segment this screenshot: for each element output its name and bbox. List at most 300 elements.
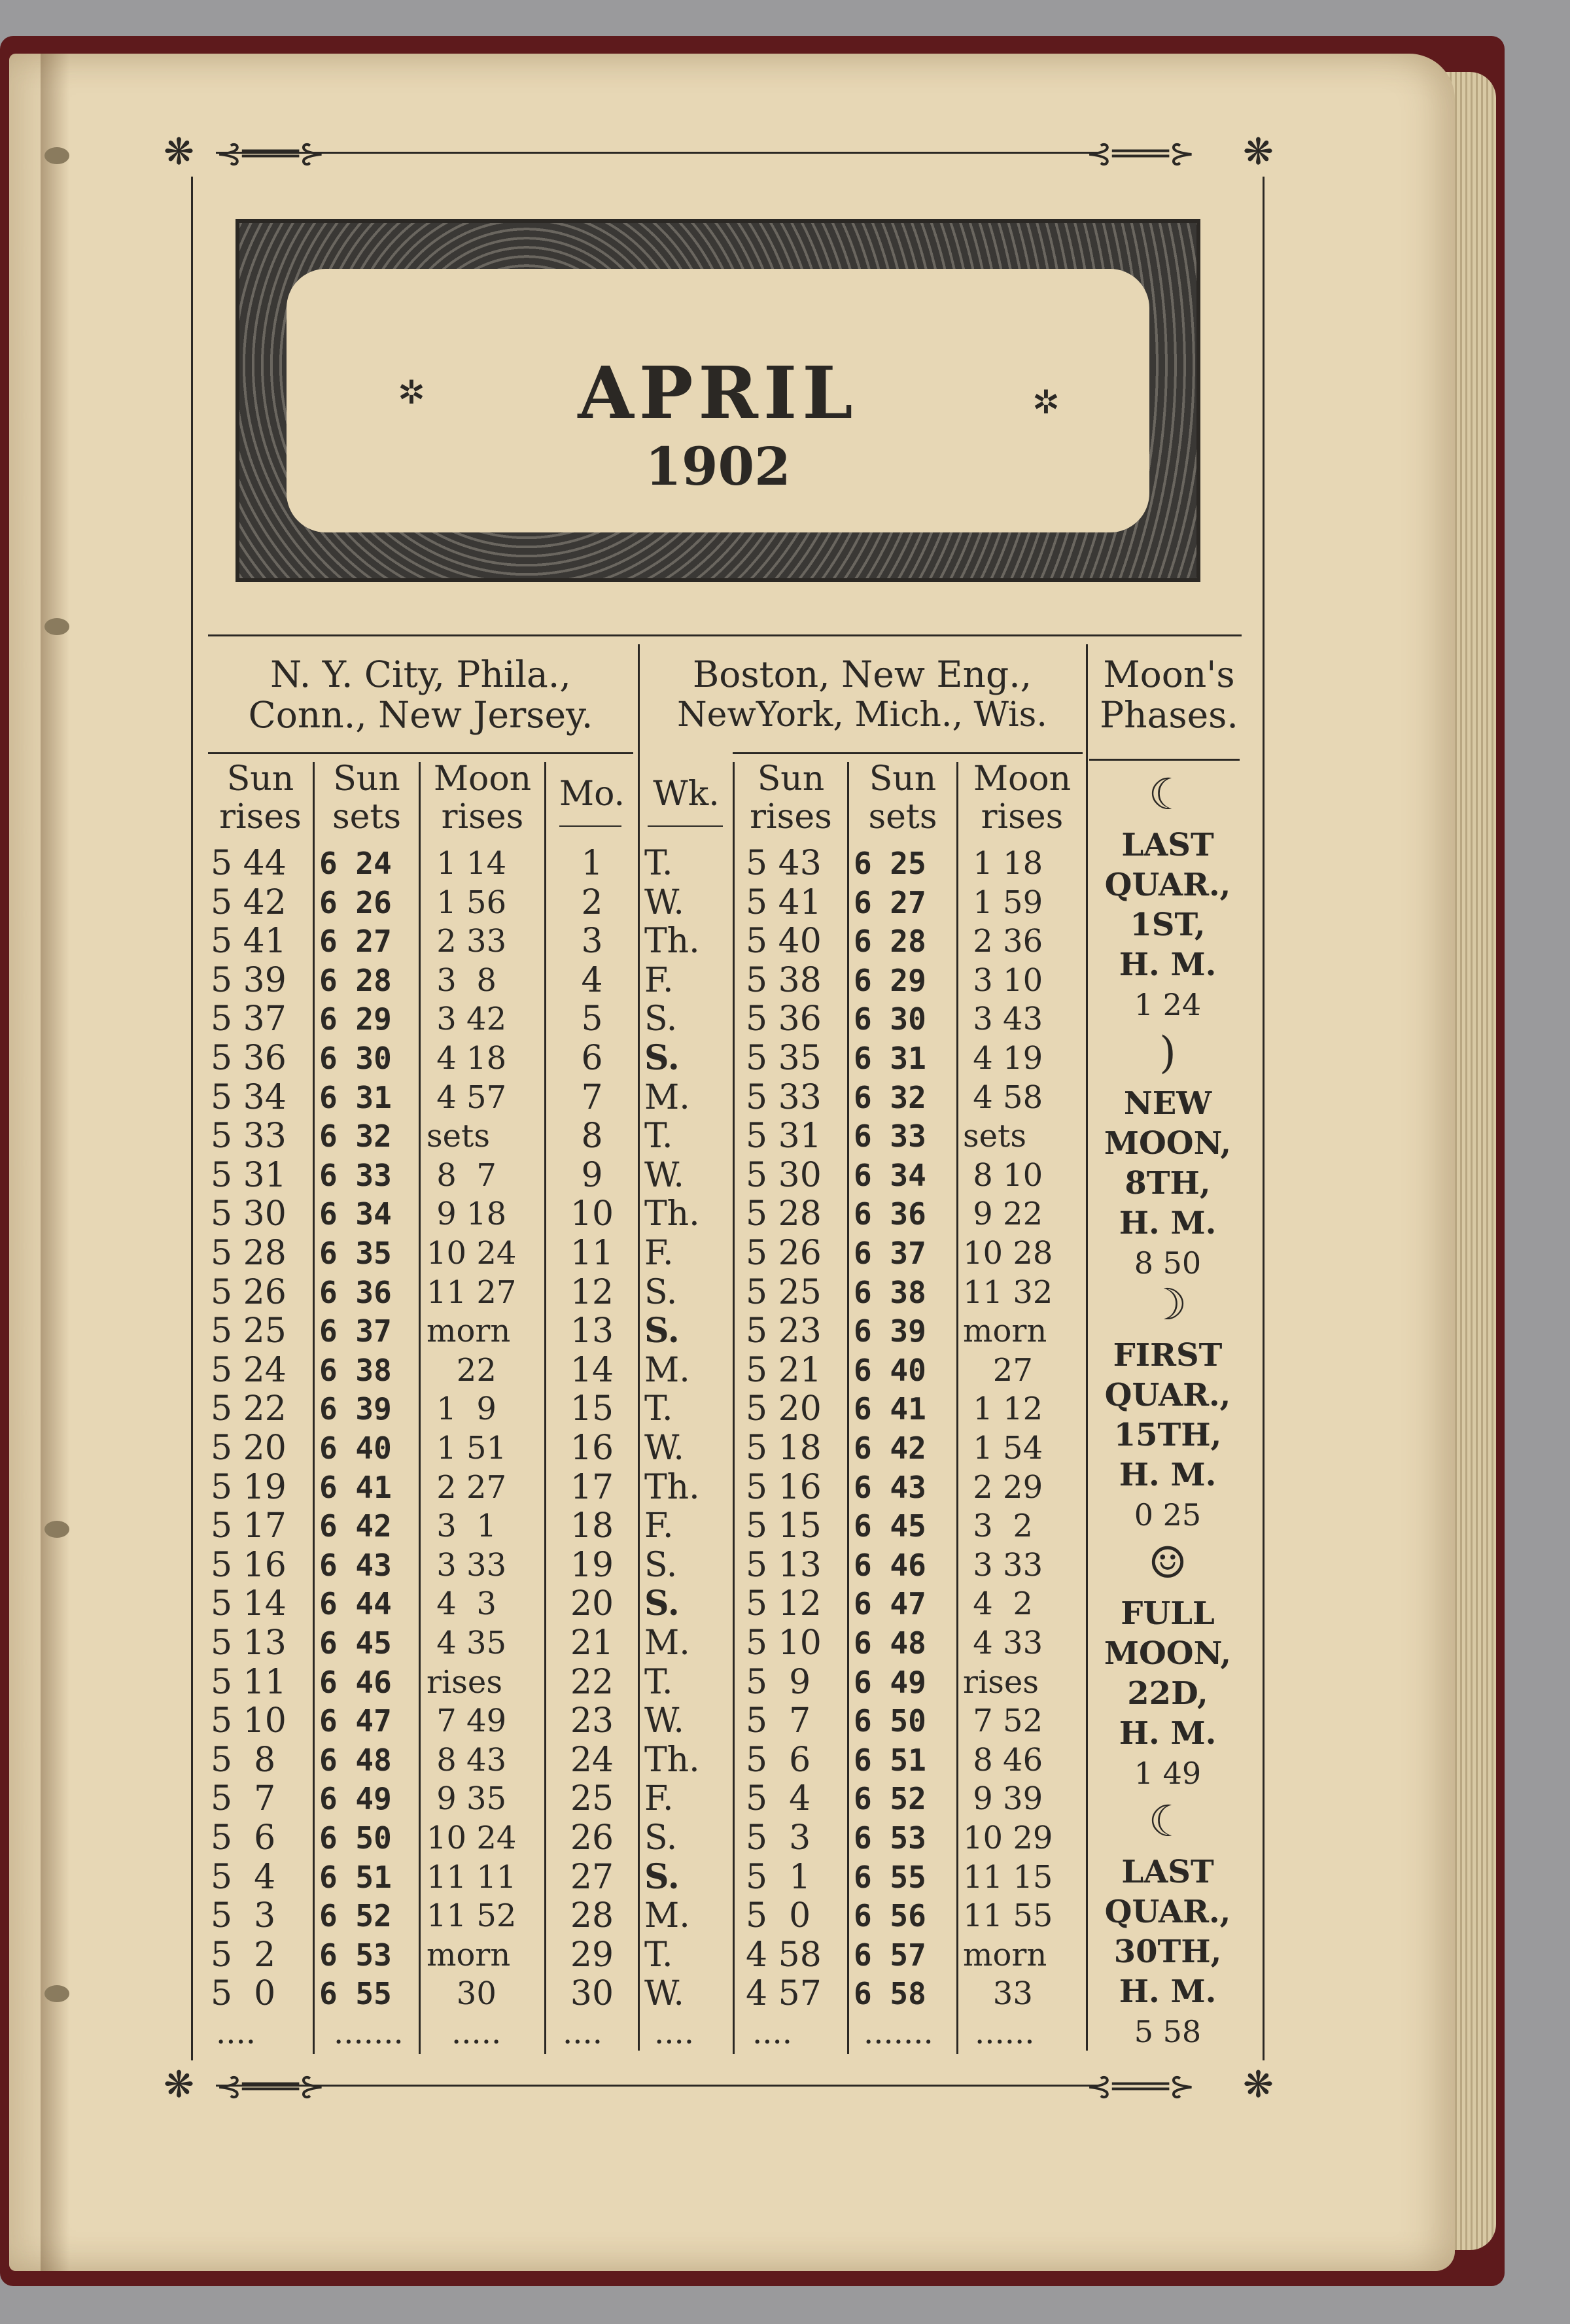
crescent-new-moon-icon: ) xyxy=(1159,1028,1176,1078)
frame-left-rule xyxy=(191,177,193,2060)
sun-sets-cell-2: 6 45 xyxy=(854,1508,926,1544)
sun-sets-cell: 6 49 xyxy=(319,1781,392,1817)
sun-sets-cell: 6 40 xyxy=(319,1431,392,1466)
frame-right-rule xyxy=(1263,177,1265,2060)
corner-ornament-icon: ❋ xyxy=(1243,131,1274,173)
day-of-month-cell: 3 xyxy=(581,922,603,962)
sun-sets-cell: 6 26 xyxy=(319,884,392,920)
col-header-moon-rises-2 xyxy=(958,760,1086,836)
weekday-cell: T. xyxy=(644,1389,673,1429)
column-end-dots: ..... xyxy=(451,2015,502,2051)
sun-sets-cell: 6 44 xyxy=(319,1586,392,1622)
day-of-month-cell: 10 xyxy=(570,1194,614,1234)
sun-sets-cell: 6 32 xyxy=(319,1119,392,1154)
col-header-word: sets xyxy=(868,797,937,837)
day-of-month-cell: 5 xyxy=(581,999,603,1039)
sun-sets-cell-2: 6 58 xyxy=(854,1976,926,2012)
day-of-month-cell: 29 xyxy=(570,1935,614,1975)
column-divider xyxy=(419,762,421,2054)
phase-text-line: QUAR., xyxy=(1104,1377,1231,1413)
sun-sets-cell-2: 6 32 xyxy=(854,1079,926,1115)
weekday-cell: W. xyxy=(644,1155,684,1195)
sun-rises-cell-2: 5 7 xyxy=(746,1701,811,1741)
moon-rises-cell: 11 27 xyxy=(427,1274,517,1311)
weekday-cell: T. xyxy=(644,1117,673,1156)
sun-sets-cell: 6 31 xyxy=(319,1079,392,1115)
frame-top-rule xyxy=(216,152,1099,154)
stitch-hole xyxy=(44,147,69,164)
sun-rises-cell: 5 42 xyxy=(211,882,287,922)
sun-sets-cell-2: 6 39 xyxy=(854,1313,926,1349)
phases-header-line1: Moon's xyxy=(1103,653,1235,695)
day-of-month-cell: 18 xyxy=(570,1506,614,1546)
corner-ornament-icon: ❋ xyxy=(164,2064,194,2106)
sun-rises-cell: 5 17 xyxy=(211,1506,287,1546)
sun-rises-cell: 5 0 xyxy=(211,1974,276,2014)
sun-rises-cell: 5 30 xyxy=(211,1194,287,1234)
moon-rises-cell-2: 7 52 xyxy=(963,1703,1043,1740)
scroll-ornament-icon: ⊰═══⊱ xyxy=(216,135,326,172)
sun-rises-cell: 5 6 xyxy=(211,1818,276,1858)
weekday-cell: S. xyxy=(644,1272,678,1312)
crescent-first-quarter-icon: ☽ xyxy=(1148,1279,1187,1330)
sun-rises-cell-2: 5 6 xyxy=(746,1740,811,1780)
sun-sets-cell: 6 55 xyxy=(319,1976,392,2012)
scroll-ornament-icon: ⊰═══⊱ xyxy=(216,2068,326,2105)
sun-sets-cell-2: 6 27 xyxy=(854,884,926,920)
weekday-cell: F. xyxy=(644,1779,674,1819)
col-header-word: rises xyxy=(750,797,832,837)
sun-sets-cell-2: 6 41 xyxy=(854,1391,926,1427)
moon-rises-cell-2: 2 29 xyxy=(963,1468,1043,1506)
moon-rises-cell: 3 33 xyxy=(427,1546,507,1584)
stitch-hole xyxy=(44,618,69,635)
sun-sets-cell: 6 43 xyxy=(319,1547,392,1583)
sun-rises-cell-2: 5 41 xyxy=(746,882,822,922)
day-of-month-cell: 14 xyxy=(570,1350,614,1390)
region-divider xyxy=(638,644,640,2051)
sun-sets-cell-2: 6 47 xyxy=(854,1586,926,1622)
moon-rises-cell: morn xyxy=(427,1313,511,1350)
corner-ornament-icon: ❋ xyxy=(1243,2064,1274,2106)
day-of-month-cell: 22 xyxy=(570,1662,614,1702)
moon-rises-cell-2: 10 28 xyxy=(963,1235,1053,1272)
sun-rises-cell-2: 5 16 xyxy=(746,1467,822,1507)
moon-rises-cell: 8 7 xyxy=(427,1156,497,1194)
sun-rises-cell: 5 28 xyxy=(211,1234,287,1273)
sun-rises-cell: 5 11 xyxy=(211,1662,287,1702)
day-of-month-cell: 9 xyxy=(581,1155,603,1195)
moon-rises-cell-2: 4 58 xyxy=(963,1079,1043,1116)
moon-rises-cell: 7 49 xyxy=(427,1703,507,1740)
column-divider xyxy=(313,762,315,2054)
day-of-month-cell: 23 xyxy=(570,1701,614,1741)
moon-rises-cell-2: 3 10 xyxy=(963,962,1043,999)
day-of-month-cell: 17 xyxy=(570,1467,614,1507)
moon-rises-cell: 1 14 xyxy=(427,845,507,882)
sun-rises-cell-2: 5 18 xyxy=(746,1429,822,1468)
sun-sets-cell-2: 6 42 xyxy=(854,1431,926,1466)
day-of-month-cell: 2 xyxy=(581,882,603,922)
phase-text-line: 22D, xyxy=(1127,1675,1208,1712)
column-divider xyxy=(544,762,546,2054)
moon-rises-cell-2: 1 54 xyxy=(963,1430,1043,1466)
sun-sets-cell: 6 48 xyxy=(319,1742,392,1778)
sun-sets-cell: 6 46 xyxy=(319,1664,392,1700)
weekday-cell: T. xyxy=(644,1662,673,1702)
sun-rises-cell-2: 5 3 xyxy=(746,1818,811,1858)
moon-rises-cell: 3 1 xyxy=(427,1508,497,1545)
sun-rises-cell-2: 5 25 xyxy=(746,1272,822,1312)
day-of-month-cell: 24 xyxy=(570,1740,614,1780)
phase-text-line: 1 49 xyxy=(1134,1756,1202,1791)
sun-rises-cell: 5 13 xyxy=(211,1623,287,1663)
sun-sets-cell-2: 6 29 xyxy=(854,962,926,998)
col-header-word: Sun xyxy=(333,759,400,799)
sun-rises-cell-2: 5 12 xyxy=(746,1584,822,1624)
title-panel xyxy=(287,269,1149,532)
region-header-right xyxy=(640,654,1085,735)
moon-rises-cell-2: 1 12 xyxy=(963,1391,1043,1428)
weekday-cell: M. xyxy=(644,1077,690,1117)
sun-sets-cell: 6 51 xyxy=(319,1859,392,1895)
moon-rises-cell-2: 10 29 xyxy=(963,1820,1053,1856)
sun-rises-cell: 5 33 xyxy=(211,1117,287,1156)
sun-rises-cell: 5 10 xyxy=(211,1701,287,1741)
sun-rises-cell-2: 5 38 xyxy=(746,960,822,1000)
sun-sets-cell: 6 52 xyxy=(319,1898,392,1934)
weekday-cell: W. xyxy=(644,1701,684,1741)
column-divider xyxy=(956,762,958,2054)
mo-underline xyxy=(559,825,621,827)
sun-rises-cell: 5 31 xyxy=(211,1155,287,1195)
phase-text-line: 30TH, xyxy=(1113,1934,1222,1970)
col-header-word: sets xyxy=(332,797,402,837)
region-left-line2: Conn., New Jersey. xyxy=(248,694,593,736)
moon-rises-cell: 30 xyxy=(427,1975,497,2013)
moon-rises-cell: rises xyxy=(427,1663,502,1701)
moon-rises-cell-2: 1 59 xyxy=(963,884,1043,921)
sun-sets-cell-2: 6 40 xyxy=(854,1352,926,1388)
star-ornament-icon: ✲ xyxy=(398,373,425,411)
phase-text-line: 8 50 xyxy=(1134,1245,1202,1281)
phase-text-line: 0 25 xyxy=(1134,1497,1202,1533)
sun-rises-cell-2: 4 58 xyxy=(746,1935,822,1975)
sun-rises-cell: 5 19 xyxy=(211,1467,287,1507)
moon-rises-cell: 10 24 xyxy=(427,1820,517,1856)
sun-sets-cell: 6 29 xyxy=(319,1001,392,1037)
col-header-moon-rises xyxy=(421,760,544,836)
region-underline xyxy=(733,752,1083,754)
sun-sets-cell: 6 27 xyxy=(319,924,392,960)
col-header-sun-sets-2 xyxy=(849,760,956,836)
sun-rises-cell-2: 5 9 xyxy=(746,1662,811,1702)
moon-rises-cell: morn xyxy=(427,1936,511,1973)
column-end-dots: ...... xyxy=(975,2015,1035,2051)
month-title: APRIL xyxy=(578,351,858,435)
region-left-line1: N. Y. City, Phila., xyxy=(270,653,571,695)
moon-rises-cell-2: 2 36 xyxy=(963,923,1043,960)
day-of-month-cell: 13 xyxy=(570,1311,614,1351)
day-of-month-cell: 6 xyxy=(581,1039,603,1078)
sun-sets-cell: 6 33 xyxy=(319,1157,392,1193)
day-of-month-cell: 20 xyxy=(570,1584,614,1624)
sun-sets-cell-2: 6 53 xyxy=(854,1820,926,1856)
sun-rises-cell: 5 36 xyxy=(211,1039,287,1078)
sun-sets-cell-2: 6 25 xyxy=(854,846,926,881)
day-of-month-cell: 25 xyxy=(570,1779,614,1819)
sun-sets-cell-2: 6 33 xyxy=(854,1119,926,1154)
column-end-dots: ....... xyxy=(334,2015,404,2051)
sun-rises-cell-2: 5 40 xyxy=(746,922,822,962)
sun-sets-cell-2: 6 34 xyxy=(854,1157,926,1193)
sun-sets-cell-2: 6 49 xyxy=(854,1664,926,1700)
weekday-cell: F. xyxy=(644,960,674,1000)
phase-text-line: FIRST xyxy=(1113,1337,1223,1374)
moon-rises-cell-2: 3 33 xyxy=(963,1546,1043,1584)
moon-rises-cell: 2 33 xyxy=(427,923,507,960)
sun-rises-cell: 5 39 xyxy=(211,960,287,1000)
moon-rises-cell-2: 33 xyxy=(963,1975,1033,2013)
col-header-sun-rises xyxy=(208,760,313,836)
sun-rises-cell: 5 22 xyxy=(211,1389,287,1429)
wk-underline xyxy=(648,825,723,827)
sun-sets-cell-2: 6 37 xyxy=(854,1236,926,1271)
sun-sets-cell-2: 6 46 xyxy=(854,1547,926,1583)
weekday-cell: S. xyxy=(644,1584,680,1624)
weekday-cell: F. xyxy=(644,1234,674,1273)
phase-text-line: H. M. xyxy=(1119,1457,1217,1493)
day-of-month-cell: 19 xyxy=(570,1545,614,1585)
moon-rises-cell-2: 11 15 xyxy=(963,1858,1053,1896)
phase-text-line: 5 58 xyxy=(1134,2014,1202,2049)
sun-rises-cell: 5 44 xyxy=(211,844,287,883)
weekday-cell: S. xyxy=(644,999,678,1039)
col-header-word: Moon xyxy=(433,759,532,799)
moon-rises-cell: 4 57 xyxy=(427,1079,507,1116)
phase-text-line: H. M. xyxy=(1119,1205,1217,1241)
col-header-word: Moon xyxy=(973,759,1072,799)
sun-sets-cell: 6 47 xyxy=(319,1703,392,1739)
col-header-sun-sets xyxy=(315,760,419,836)
moon-rises-cell: 1 51 xyxy=(427,1430,507,1466)
phase-text-line: FULL xyxy=(1121,1595,1215,1632)
phase-text-line: NEW xyxy=(1123,1085,1212,1122)
sun-rises-cell-2: 5 28 xyxy=(746,1194,822,1234)
phase-text-line: 15TH, xyxy=(1113,1417,1222,1453)
sun-rises-cell: 5 25 xyxy=(211,1311,287,1351)
sun-sets-cell: 6 41 xyxy=(319,1469,392,1505)
sun-sets-cell-2: 6 36 xyxy=(854,1196,926,1232)
sun-rises-cell-2: 5 36 xyxy=(746,999,822,1039)
day-of-month-cell: 28 xyxy=(570,1896,614,1936)
col-header-word: Sun xyxy=(869,759,937,799)
day-of-month-cell: 11 xyxy=(570,1234,614,1273)
moon-rises-cell: 4 35 xyxy=(427,1625,507,1661)
sun-sets-cell: 6 30 xyxy=(319,1041,392,1076)
moon-rises-cell: 1 9 xyxy=(427,1391,497,1428)
scroll-ornament-icon: ⊰═══⊱ xyxy=(1086,135,1196,172)
phase-text-line: H. M. xyxy=(1119,946,1217,983)
weekday-cell: Th. xyxy=(644,922,700,962)
weekday-cell: M. xyxy=(644,1896,690,1936)
weekday-cell: F. xyxy=(644,1506,674,1546)
moon-rises-cell: 3 42 xyxy=(427,1001,507,1038)
sun-rises-cell: 5 8 xyxy=(211,1740,276,1780)
sun-rises-cell-2: 5 20 xyxy=(746,1389,822,1429)
moon-rises-cell-2: 27 xyxy=(963,1351,1033,1389)
column-end-dots: .... xyxy=(563,2015,603,2051)
day-of-month-cell: 30 xyxy=(570,1974,614,2014)
day-of-month-cell: 8 xyxy=(581,1117,603,1156)
sun-sets-cell-2: 6 28 xyxy=(854,924,926,960)
sun-sets-cell: 6 28 xyxy=(319,962,392,998)
column-end-dots: .... xyxy=(654,2015,695,2051)
phase-text-line: 1 24 xyxy=(1134,987,1202,1022)
phases-underline xyxy=(1089,759,1240,761)
region-header-left xyxy=(208,654,633,735)
phase-text-line: H. M. xyxy=(1119,1715,1217,1752)
sun-rises-cell: 5 16 xyxy=(211,1545,287,1585)
sun-rises-cell-2: 5 26 xyxy=(746,1234,822,1273)
moon-rises-cell: 8 43 xyxy=(427,1741,507,1778)
moon-rises-cell-2: 8 10 xyxy=(963,1156,1043,1194)
sun-sets-cell-2: 6 57 xyxy=(854,1937,926,1973)
sun-sets-cell-2: 6 50 xyxy=(854,1703,926,1739)
moon-rises-cell: 3 8 xyxy=(427,962,497,999)
column-end-dots: .... xyxy=(216,2015,256,2051)
phase-text-line: LAST xyxy=(1121,1854,1214,1890)
weekday-cell: T. xyxy=(644,844,673,883)
sun-sets-cell-2: 6 52 xyxy=(854,1781,926,1817)
moon-rises-cell-2: 11 55 xyxy=(963,1898,1053,1935)
full-moon-face-icon: ☺ xyxy=(1148,1538,1187,1588)
region-right-line1: Boston, New Eng., xyxy=(692,653,1032,695)
moon-rises-cell: 9 18 xyxy=(427,1196,507,1233)
col-header-word: Sun xyxy=(757,759,825,799)
sun-rises-cell-2: 5 43 xyxy=(746,844,822,883)
weekday-cell: S. xyxy=(644,1856,680,1897)
moon-rises-cell-2: 3 2 xyxy=(963,1508,1033,1545)
star-ornament-icon: ✲ xyxy=(1032,383,1060,421)
sun-rises-cell: 5 3 xyxy=(211,1896,276,1936)
moon-rises-cell-2: 9 22 xyxy=(963,1196,1043,1233)
sun-sets-cell: 6 39 xyxy=(319,1391,392,1427)
sun-rises-cell-2: 5 0 xyxy=(746,1896,811,1936)
sun-sets-cell-2: 6 55 xyxy=(854,1859,926,1895)
phase-text-line: 1ST, xyxy=(1130,907,1206,943)
phase-text-line: LAST xyxy=(1121,827,1214,863)
column-divider xyxy=(733,762,735,2054)
sun-sets-cell-2: 6 48 xyxy=(854,1625,926,1661)
sun-sets-cell-2: 6 43 xyxy=(854,1469,926,1505)
sun-sets-cell: 6 24 xyxy=(319,846,392,881)
phase-text-line: QUAR., xyxy=(1104,867,1231,903)
day-of-month-cell: 1 xyxy=(581,844,603,883)
moon-rises-cell: 2 27 xyxy=(427,1468,507,1506)
day-of-month-cell: 4 xyxy=(581,960,603,1000)
sun-rises-cell-2: 5 31 xyxy=(746,1117,822,1156)
day-of-month-cell: 26 xyxy=(570,1818,614,1858)
column-end-dots: ....... xyxy=(864,2015,933,2051)
moon-rises-cell-2: 4 2 xyxy=(963,1586,1033,1623)
weekday-cell: T. xyxy=(644,1935,673,1975)
frame-bottom-rule xyxy=(216,2085,1099,2087)
sun-rises-cell-2: 4 57 xyxy=(746,1974,822,2014)
stitch-hole xyxy=(44,1985,69,2002)
moon-rises-cell-2: sets xyxy=(963,1118,1026,1155)
weekday-cell: S. xyxy=(644,1311,680,1351)
sun-sets-cell: 6 42 xyxy=(319,1508,392,1544)
sun-rises-cell: 5 4 xyxy=(211,1857,276,1897)
title-cartouche xyxy=(236,219,1200,582)
moon-rises-cell-2: 9 39 xyxy=(963,1780,1043,1818)
sun-sets-cell-2: 6 51 xyxy=(854,1742,926,1778)
sun-sets-cell: 6 53 xyxy=(319,1937,392,1973)
weekday-cell: Th. xyxy=(644,1740,700,1780)
sun-sets-cell: 6 45 xyxy=(319,1625,392,1661)
sun-rises-cell: 5 7 xyxy=(211,1779,276,1819)
day-of-month-cell: 12 xyxy=(570,1272,614,1312)
col-header-wk: Wk. xyxy=(653,774,720,814)
phase-text-line: QUAR., xyxy=(1104,1894,1231,1930)
sun-sets-cell-2: 6 30 xyxy=(854,1001,926,1037)
phases-header xyxy=(1087,654,1251,735)
phase-text-line: MOON, xyxy=(1104,1125,1232,1162)
sun-rises-cell-2: 5 10 xyxy=(746,1623,822,1663)
moon-rises-cell-2: rises xyxy=(963,1663,1039,1701)
sun-sets-cell: 6 37 xyxy=(319,1313,392,1349)
day-of-month-cell: 15 xyxy=(570,1389,614,1429)
weekday-cell: Th. xyxy=(644,1194,700,1234)
weekday-cell: M. xyxy=(644,1350,690,1390)
region-right-line2: NewYork, Mich., Wis. xyxy=(677,695,1047,735)
sun-rises-cell: 5 14 xyxy=(211,1584,287,1624)
phase-text-line: 8TH, xyxy=(1125,1165,1211,1202)
column-divider xyxy=(847,762,849,2054)
moon-rises-cell-2: 4 33 xyxy=(963,1625,1043,1661)
sun-rises-cell-2: 5 33 xyxy=(746,1077,822,1117)
day-of-month-cell: 27 xyxy=(570,1857,614,1897)
scroll-ornament-icon: ⊰═══⊱ xyxy=(1086,2068,1196,2105)
sun-sets-cell-2: 6 31 xyxy=(854,1041,926,1076)
moon-rises-cell-2: 1 18 xyxy=(963,845,1043,882)
moon-rises-cell-2: 8 46 xyxy=(963,1741,1043,1778)
sun-rises-cell: 5 2 xyxy=(211,1935,276,1975)
col-header-word: rises xyxy=(441,797,524,837)
moon-rises-cell-2: 11 32 xyxy=(963,1274,1053,1311)
sun-rises-cell: 5 37 xyxy=(211,999,287,1039)
day-of-month-cell: 7 xyxy=(581,1077,603,1117)
sun-sets-cell-2: 6 38 xyxy=(854,1274,926,1310)
sun-rises-cell: 5 20 xyxy=(211,1429,287,1468)
weekday-cell: Th. xyxy=(644,1467,700,1507)
sun-sets-cell: 6 36 xyxy=(319,1274,392,1310)
sun-sets-cell: 6 35 xyxy=(319,1236,392,1271)
moon-rises-cell-2: 4 19 xyxy=(963,1040,1043,1077)
col-header-sun-rises-2 xyxy=(735,760,847,836)
moon-rises-cell: 4 3 xyxy=(427,1586,497,1623)
corner-ornament-icon: ❋ xyxy=(164,131,194,173)
sun-sets-cell: 6 50 xyxy=(319,1820,392,1856)
sun-rises-cell-2: 5 23 xyxy=(746,1311,822,1351)
stitch-hole xyxy=(44,1521,69,1538)
sun-rises-cell-2: 5 35 xyxy=(746,1039,822,1078)
col-header-word: Sun xyxy=(226,759,294,799)
weekday-cell: M. xyxy=(644,1623,690,1663)
phase-text-line: H. M. xyxy=(1119,1973,1217,2010)
moon-rises-cell: 9 35 xyxy=(427,1780,507,1818)
